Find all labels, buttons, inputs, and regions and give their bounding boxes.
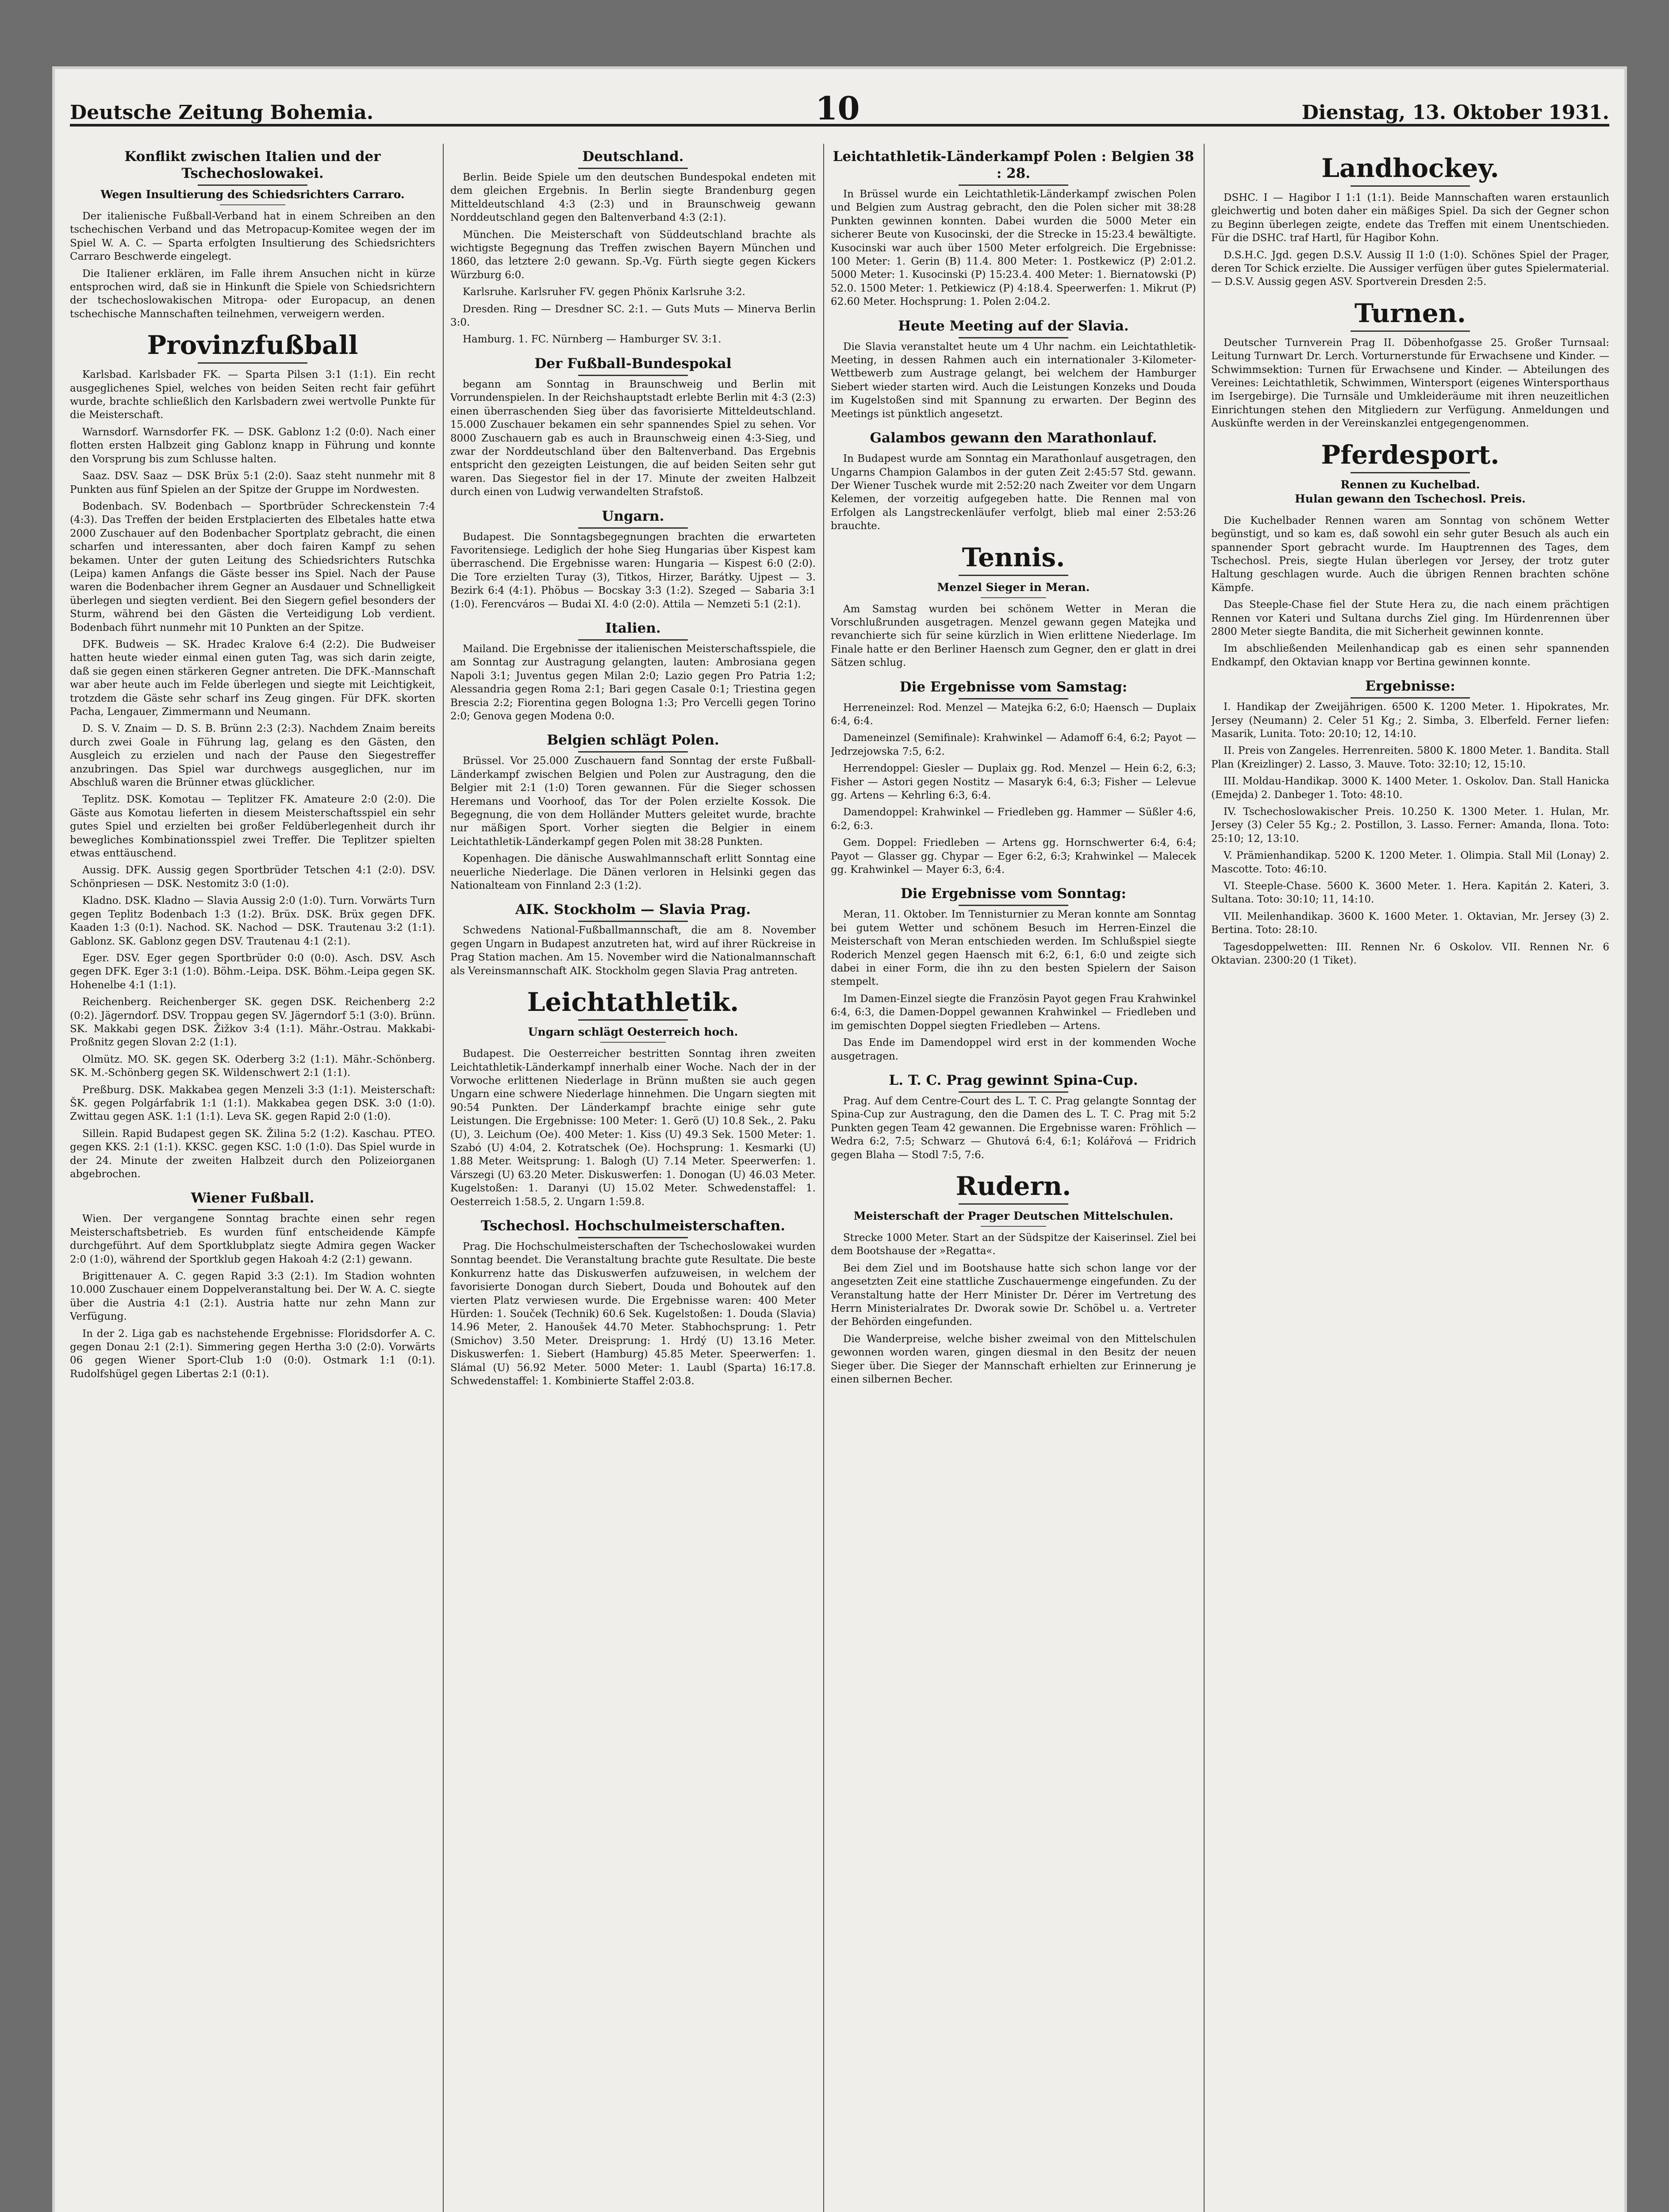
column-divider bbox=[1204, 144, 1205, 2212]
article-paragraph: DSHC. I — Hagibor I 1:1 (1:1). Beide Mannschaften waren erstaunlich gleichwertig und boten daher ein mäßiges Spiel. Da sich der Gegner schon zu Beginn überlegen zeigte, endete das Treffen mit einem Unentschieden. Für die DSHC. traf Hartl, für Hagibor Kohn. bbox=[1211, 192, 1609, 244]
article-paragraph: Die Italiener erklären, im Falle ihrem Ansuchen nicht in kürze entsprochen wird, daß sie in Hinkunft die Spiele von Schiedsrichtern der tschechoslowakischen Mitropa- oder Europacup, an denen tschechische Mannschaften teilnehmen, verweigern werden. bbox=[70, 268, 435, 320]
article-headline: Heute Meeting auf der Slavia. bbox=[831, 318, 1196, 338]
article-headline: Pferdesport. bbox=[1211, 440, 1609, 473]
article-headline: AIK. Stockholm — Slavia Prag. bbox=[450, 901, 816, 922]
article bbox=[450, 1217, 816, 1388]
article bbox=[450, 148, 816, 346]
article-paragraph: Budapest. Die Sonntagsbegegnungen brachten die erwarteten Favoritensiege. Lediglich der hohe Sieg Hungarias über Kispest kam überraschend. Die Ergebnisse waren: Hungaria — Kispest 6:0 (2:0). Die Tore erzielten Turay (3), Titkos, Hirzer, Barátky. Ujpest — 3. Bezirk 6:4 (4:1). Phöbus — Bocskay 3:3 (1:2). Szeged — Sabaria 3:1 (1:0). Ferencváros — Budai XI. 4:0 (2:0). Attila — Nemzeti 5:1 (2:1). bbox=[450, 531, 816, 610]
article bbox=[450, 355, 816, 499]
article bbox=[831, 1171, 1196, 1386]
article-headline: Die Ergebnisse vom Samstag: bbox=[831, 679, 1196, 699]
article-headline: Leichtathletik. bbox=[450, 987, 816, 1021]
article bbox=[831, 1072, 1196, 1162]
article-paragraph: Budapest. Die Oesterreicher bestritten Sonntag ihren zweiten Leichtathletik-Länderkampf innerhalb einer Woche. Nach der in der Vorwoche erlittenen Niederlage in Brünn mußten sie auch gegen Ungarn eine schwere Niederlage hinnehmen. Die Ungarn siegten mit 90:54 Punkten. Der Länderkampf brachte einige sehr gute Leistungen. Die Ergebnisse: 100 Meter: 1. Gerö (U) 10.8 Sek., 2. Paku (U), 3. Leichum (Oe). 400 Meter: 1. Kiss (U) 49.3 Sek. 1500 Meter: 1. Szabó (U) 4:04, 2. Kotratschek (Oe). Hochsprung: 1. Kesmarki (U) 1.88 Meter. Weitsprung: 1. Balogh (U) 7.14 Meter. Speerwerfen: 1. Várszegi (U) 63.20 Meter. Diskuswerfen: 1. Donogan (U) 46.03 Meter. Kugelstoßen: 1. Daranyi (U) 15.02 Meter. Schwedenstaffel: 1. Oesterreich 1:58.5, 2. Ungarn 1:59.8. bbox=[450, 1048, 816, 1208]
article-paragraph: Das Ende im Damendoppel wird erst in der kommenden Woche ausgetragen. bbox=[831, 1037, 1196, 1062]
columns-area bbox=[70, 144, 1609, 2212]
article-paragraph: Olmütz. MO. SK. gegen SK. Oderberg 3:2 (1:1). Mähr.-Schönberg. SK. M.-Schönberg gegen SK. Wildenschwert 2:1 (1:1). bbox=[70, 1053, 435, 1079]
article-headline: Italien. bbox=[450, 620, 816, 641]
article bbox=[450, 620, 816, 723]
article-paragraph: Warnsdorf. Warnsdorfer FK. — DSK. Gablonz 1:2 (0:0). Nach einer flotten ersten Halbzeit ging Gablonz knapp in Führung und konnte den Vorsprung bis zum Schlusse halten. bbox=[70, 426, 435, 465]
article-paragraph: Sillein. Rapid Budapest gegen SK. Žilina 5:2 (1:2). Kaschau. PTEO. gegen KKS. 2:1 (1:1). KKSC. gegen KSC. 1:0 (1:0). Das Spiel wurde in der 24. Minute der zweiten Halbzeit durch den Polizeiorganen abgebrochen. bbox=[70, 1128, 435, 1180]
article-headline: Die Ergebnisse vom Sonntag: bbox=[831, 885, 1196, 906]
article-paragraph: V. Prämienhandikap. 5200 K. 1200 Meter. 1. Olimpia. Stall Mil (Lonay) 2. Mascotte. Toto: 46:10. bbox=[1211, 850, 1609, 875]
article-paragraph: In Budapest wurde am Sonntag ein Marathonlauf ausgetragen, den Ungarns Champion Galambos in der guten Zeit 2:45:57 Std. gewann. Der Wiener Tuschek wurde mit 2:52:20 nach Zweiter vor dem Ungarn Kelemen, der vorzeitig aufgegeben hatte. Die Rennen mal von Erfolgen als Langstreckenläufer verfolgt, blieb mal einer 2:53:26 brauchte. bbox=[831, 453, 1196, 532]
article-headline: Ergebnisse: bbox=[1211, 678, 1609, 699]
article-paragraph: Prag. Auf dem Centre-Court des L. T. C. Prag gelangte Sonntag der Spina-Cup zur Austragung, den die Damen des L. T. C. Prag mit 5:2 Punkten gegen Team 42 gewannen. Die Ergebnisse waren: Fröhlich — Wedra 6:2, 7:5; Schwarz — Ghutová 6:4, 6:1; Kolářová — Fridrich gegen Blaha — Stodl 7:5, 7:6. bbox=[831, 1095, 1196, 1161]
article-subheadline: Menzel Sieger in Meran. bbox=[831, 580, 1196, 598]
article bbox=[831, 543, 1196, 670]
article-paragraph: Mailand. Die Ergebnisse der italienischen Meisterschaftsspiele, die am Sonntag zur Austragung gelangten, lauten: Ambrosiana gegen Napoli 3:1; Juventus gegen Milan 2:0; Lazio gegen Pro Patria 1:2; Alessandria gegen Roma 2:1; Bari gegen Casale 0:1; Triestina gegen Brescia 2:2; Fiorentina gegen Bologna 1:3; Pro Vercelli gegen Torino 2:0; Genova gegen Modena 0:0. bbox=[450, 643, 816, 722]
column-3 bbox=[831, 144, 1196, 2212]
article-headline: Tschechosl. Hochschulmeisterschaften. bbox=[450, 1217, 816, 1238]
article bbox=[831, 430, 1196, 533]
article-paragraph: Meran, 11. Oktober. Im Tennisturnier zu Meran konnte am Sonntag bei gutem Wetter und schönem Besuch im Herren-Einzel die Meisterschaft von Meran entschieden werden. Im Schlußspiel siegte Roderich Menzel gegen Haensch mit 6:2, 6:1, 6:0 und zeigte sich dabei in einer Form, die ihn zu den besten Spielern der Saison stempelt. bbox=[831, 909, 1196, 988]
page-header bbox=[70, 89, 1609, 127]
column-2 bbox=[450, 144, 816, 2212]
article-paragraph: Im Damen-Einzel siegte die Französin Payot gegen Frau Krahwinkel 6:4, 6:3, die Damen-Doppel gewannen Krahwinkel — Friedleben und im gemischten Doppel siegten Friedleben — Artens. bbox=[831, 993, 1196, 1032]
article-headline: Wiener Fußball. bbox=[70, 1190, 435, 1210]
article-subheadline: Wegen Insultierung des Schiedsrichters Carraro. bbox=[70, 188, 435, 205]
article-paragraph: Eger. DSV. Eger gegen Sportbrüder 0:0 (0:0). Asch. DSV. Asch gegen DFK. Eger 3:1 (1:0). Böhm.-Leipa. DSK. Böhm.-Leipa gegen SK. Hohenelbe 4:1 (1:1). bbox=[70, 952, 435, 991]
article-headline: Turnen. bbox=[1211, 299, 1609, 332]
article-headline: Tennis. bbox=[831, 543, 1196, 576]
article-headline: Deutschland. bbox=[450, 148, 816, 169]
article-paragraph: Bei dem Ziel und im Bootshause hatte sich schon lange vor der angesetzten Zeit eine stattliche Zuschauermenge eingefunden. Zu der Veranstaltung hatte der Herr Minister Dr. Dérer im Vertretung des Herrn Ministerialrates Dr. Dworak sowie Dr. Schöbel u. a. Vertreter der Behörden eingefunden. bbox=[831, 1262, 1196, 1328]
article-paragraph: München. Die Meisterschaft von Süddeutschland brachte als wichtigste Begegnung das Treffen zwischen Bayern München und 1860, das letztere 2:0 gewann. Sp.-Vg. Fürth siegte gegen Kickers Würzburg 6:0. bbox=[450, 229, 816, 281]
article-paragraph: Gem. Doppel: Friedleben — Artens gg. Hornschwerter 6:4, 6:4; Payot — Glasser gg. Chypar — Eger 6:2, 6:3; Krahwinkel — Malecek gg. Krahwinkel — Mayer 6:3, 6:4. bbox=[831, 837, 1196, 876]
article-paragraph: Aussig. DFK. Aussig gegen Sportbrüder Tetschen 4:1 (2:0). DSV. Schönpriesen — DSK. Nestomitz 3:0 (1:0). bbox=[70, 864, 435, 890]
page-number: 10 bbox=[815, 89, 860, 127]
article-paragraph: Am Samstag wurden bei schönem Wetter in Meran die Vorschlußrunden ausgetragen. Menzel gewann gegen Matejka und revanchierte sich für seine kürzlich in Wien erlittene Niederlage. Im Finale hatte er den Berliner Haensch zum Gegner, den er glatt in drei Sätzen schlug. bbox=[831, 603, 1196, 669]
article-paragraph: Die Slavia veranstaltet heute um 4 Uhr nachm. ein Leichtathletik-Meeting, in dessen Rahmen auch ein internationaler 3-Kilometer-Wettbewerb zum Austrage gelangt, bei welchem der Hamburger Siebert wieder starten wird. Auch die Leistungen Konzeks und Douda im Kugelstoßen sind mit Spannung zu erwarten. Der Beginn des Meetings ist pünktlich angesetzt. bbox=[831, 341, 1196, 420]
article-paragraph: Deutscher Turnverein Prag II. Döbenhofgasse 25. Großer Turnsaal: Leitung Turnwart Dr. Lerch. Vorturnerstunde für Erwachsene und Kinder. — Schwimmsektion: Turnen für Erwachsene und Kinder. — Abteilungen des Vereines: Leichtathletik, Schwimmen, Wintersport (eigenes Wintersporthaus im Isergebirge). Die Turnsäle und Umkleideräume mit ihren neuzeitlichen Einrichtungen stehen den Mitgliedern zur Verfügung. Anmeldungen und Auskünfte werden in der Vereinskanzlei entgegengenommen. bbox=[1211, 337, 1609, 430]
article-paragraph: III. Moldau-Handikap. 3000 K. 1400 Meter. 1. Oskolov. Dan. Stall Hanicka (Emejda) 2. Danbeger 1. Toto: 48:10. bbox=[1211, 776, 1609, 801]
article-subheadline: Meisterschaft der Prager Deutschen Mittelschulen. bbox=[831, 1209, 1196, 1227]
article-paragraph: Berlin. Beide Spiele um den deutschen Bundespokal endeten mit dem gleichen Ergebnis. In Berlin siegte Brandenburg gegen Mitteldeutschland 4:3 (2:3) und in Braunschweig gewann Norddeutschland gegen den Baltenverband 4:3 (2:1). bbox=[450, 172, 816, 224]
article-paragraph: II. Preis von Zangeles. Herrenreiten. 5800 K. 1800 Meter. 1. Bandita. Stall Plan (Kreizlinger) 2. Lasso, 3. Mauve. Toto: 32:10; 12, 15:10. bbox=[1211, 745, 1609, 770]
column-divider bbox=[823, 144, 824, 2212]
article bbox=[831, 885, 1196, 1063]
article-paragraph: Kladno. DSK. Kladno — Slavia Aussig 2:0 (1:0). Turn. Vorwärts Turn gegen Teplitz Bodenbach 1:3 (1:2). Brüx. DSK. Brüx gegen DFK. Kaaden 1:3 (0:1). Nachod. SK. Nachod — DSK. Trautenau 3:2 (1:1). Gablonz. SK. Gablonz gegen DSV. Trautenau 4:1 (2:1). bbox=[70, 895, 435, 947]
article-paragraph: Die Kuchelbader Rennen waren am Sonntag von schönem Wetter begünstigt, und so kam es, daß sowohl ein sehr guter Besuch als auch ein spannender Sport gebracht wurde. Im Hauptrennen des Tages, dem Tschechosl. Preis, siegte Hulan überlegen vor Jersey, der trotz guter Haltung geschlagen wurde. Auch die übrigen Rennen brachten schöne Kämpfe. bbox=[1211, 515, 1609, 594]
article-paragraph: D. S. V. Znaim — D. S. B. Brünn 2:3 (2:3). Nachdem Znaim bereits durch zwei Goale in Führung lag, gelang es den Gästen, den Ausgleich zu erzielen und nach der Pause den Siegestreffer anzubringen. Das Spiel war durchwegs ausgeglichen, nur im Abschluß waren die Brünner etwas glücklicher. bbox=[70, 723, 435, 789]
article-subheadline: Rennen zu Kuchelbad. Hulan gewann den Tschechosl. Preis. bbox=[1211, 478, 1609, 510]
article-paragraph: Hamburg. 1. FC. Nürnberg — Hamburger SV. 3:1. bbox=[463, 334, 721, 346]
article-paragraph: Strecke 1000 Meter. Start an der Südspitze der Kaiserinsel. Ziel bei dem Bootshause der »Regatta«. bbox=[831, 1232, 1196, 1257]
article bbox=[1211, 154, 1609, 289]
article-paragraph: Herreneinzel: Rod. Menzel — Matejka 6:2, 6:0; Haensch — Duplaix 6:4, 6:4. bbox=[831, 702, 1196, 727]
article-paragraph: Dresden. Ring — Dresdner SC. 2:1. — Guts Muts — Minerva Berlin 3:0. bbox=[450, 303, 816, 329]
article-paragraph: Teplitz. DSK. Komotau — Teplitzer FK. Amateure 2:0 (2:0). Die Gäste aus Komotau lieferten in diesem Meisterschaftsspiel ein sehr gutes Spiel und erzielten bei großer Feldüberlegenheit durch ihr bewegliches Kombinationsspiel zwei Treffer. Die Teplitzer spielten etwas enttäuschend. bbox=[70, 794, 435, 860]
article-paragraph: In der 2. Liga gab es nachstehende Ergebnisse: Floridsdorfer A. C. gegen Donau 2:1 (2:1). Simmering gegen Hertha 3:0 (2:0). Vorwärts 06 gegen Wiener Sport-Club 1:0 (0:0). Ostmark 1:1 (0:1). Rudolfshügel gegen Libertas 2:1 (0:1). bbox=[70, 1328, 435, 1380]
article-paragraph: Wien. Der vergangene Sonntag brachte einen sehr regen Meisterschaftsbetrieb. Es wurden fünf entscheidende Kämpfe durchgeführt. Auf dem Sportklubplatz siegte Admira gegen Wacker 2:0 (1:0), während der Sportklub gegen Hakoah 4:2 (2:1) gewann. bbox=[70, 1213, 435, 1265]
issue-date: Dienstag, 13. Oktober 1931. bbox=[1301, 101, 1609, 124]
article-paragraph: VII. Meilenhandikap. 3600 K. 1600 Meter. 1. Oktavian, Mr. Jersey (3) 2. Bertina. Toto: 28:10. bbox=[1211, 910, 1609, 936]
article-headline: Konflikt zwischen Italien und der Tschechoslowakei. bbox=[70, 148, 435, 186]
article-headline: L. T. C. Prag gewinnt Spina-Cup. bbox=[831, 1072, 1196, 1093]
article-paragraph: Saaz. DSV. Saaz — DSK Brüx 5:1 (2:0). Saaz steht nunmehr mit 8 Punkten aus fünf Spielen an der Spitze der Gruppe im Nordwesten. bbox=[70, 470, 435, 495]
article-paragraph: Der italienische Fußball-Verband hat in einem Schreiben an den tschechischen Verband und das Metropacup-Komitee wegen der im Spiel W. A. C. — Sparta erfolgten Insultierung des Schiedsrichters Carraro Beschwerde eingelegt. bbox=[70, 211, 435, 263]
article-subheadline: Ungarn schlägt Oesterreich hoch. bbox=[450, 1025, 816, 1043]
article-paragraph: Dameneinzel (Semifinale): Krahwinkel — Adamoff 6:4, 6:2; Payot — Jedrzejowska 7:5, 6:2. bbox=[831, 732, 1196, 757]
article bbox=[70, 330, 435, 1181]
article-paragraph: begann am Sonntag in Braunschweig und Berlin mit Vorrundenspielen. In der Reichshauptstadt erlebte Berlin mit 4:3 (2:3) einen überraschenden Sieg über das favorisierte Mitteldeutschland. 15.000 Zuschauer bekamen ein sehr spannendes Spiel zu sehen. Vor 8000 Zuschauern gab es auch in Braunschweig einen 4:3-Sieg, und zwar der Norddeutschland über den Baltenverband. Das Ergebnis entspricht den gezeigten Leistungen, die auf beiden Seiten sehr gut waren. Das Siegestor fiel in der 17. Minute der zweiten Halbzeit durch einen von Ludwig verwandelten Strafstoß. bbox=[450, 378, 816, 498]
article-paragraph: D.S.H.C. Jgd. gegen D.S.V. Aussig II 1:0 (1:0). Schönes Spiel der Prager, deren Tor Schick erzielte. Die Aussiger verfügen über gutes Spielermaterial. — D.S.V. Aussig gegen ASV. Sportverein Dresden 2:5. bbox=[1211, 249, 1609, 288]
article-headline: Belgien schlägt Polen. bbox=[450, 732, 816, 753]
article-paragraph: Reichenberg. Reichenberger SK. gegen DSK. Reichenberg 2:2 (0:2). Jägerndorf. DSV. Troppau gegen SV. Jägerndorf 5:1 (3:0). Brünn. SK. Makkabi gegen DSK. Žižkov 3:4 (1:1). Mähr.-Ostrau. Makkabi-Proßnitz gegen Slovan 2:2 (1:1). bbox=[70, 996, 435, 1048]
article bbox=[450, 732, 816, 892]
article bbox=[1211, 440, 1609, 669]
article bbox=[1211, 299, 1609, 430]
article bbox=[831, 679, 1196, 877]
article-paragraph: I. Handikap der Zweijährigen. 6500 K. 1200 Meter. 1. Hipokrates, Mr. Jersey (Neumann) 2. Celer 51 Kg.; 2. Simba, 3. Elberfeld. Ferner liefen: Masarik, Lunita. Toto: 20:10; 12, 14:10. bbox=[1211, 701, 1609, 740]
article-paragraph: Tagesdoppelwetten: III. Rennen Nr. 6 Oskolov. VII. Rennen Nr. 6 Oktavian. 2300:20 (1 Tiket). bbox=[1211, 941, 1609, 967]
article bbox=[831, 148, 1196, 309]
article bbox=[1211, 678, 1609, 967]
article-paragraph: In Brüssel wurde ein Leichtathletik-Länderkampf zwischen Polen und Belgien zum Austrag gebracht, den die Polen sicher mit 38:28 Punkten gewinnen konnten. Dabei wurden die 5000 Meter ein sicherer Beute von Kusocinski, der die Strecke in 15:23.4 bewältigte. Kusocinski war auch über 1500 Meter erfolgreich. Die Ergebnisse: 100 Meter: 1. Gerin (B) 11.4. 800 Meter: 1. Postkewicz (P) 2:01.2. 5000 Meter: 1. Kusocinski (P) 15:23.4. 400 Meter: 1. Biernatowski (P) 52.0. 1500 Meter: 1. Petkiewicz (P) 4:18.4. Speerwerfen: 1. Mikrut (P) 62.60 Meter. Hochsprung: 1. Polen 2:04.2. bbox=[831, 188, 1196, 308]
article-paragraph: Prag. Die Hochschulmeisterschaften der Tschechoslowakei wurden Sonntag beendet. Die Veranstaltung brachte gute Resultate. Die beste Konkurrenz hatte das Diskuswerfen aufzuweisen, in welchem der favorisierte Donogan durch Siebert, Douda und Bohoutek auf den vierten Platz verwiesen wurde. Die Ergebnisse waren: 400 Meter Hürden: 1. Souček (Technik) 60.6 Sek. Kugelstoßen: 1. Douda (Slavia) 14.96 Meter, 2. Hanoušek 44.70 Meter. Stabhochsprung: 1. Petr (Smichov) 3.50 Meter. Dreisprung: 1. Hrdý (U) 13.16 Meter. Diskuswerfen: 1. Siebert (Hamburg) 45.85 Meter. Speerwerfen: 1. Slámal (U) 56.92 Meter. 5000 Meter: 1. Laubl (Sparta) 16:17.8. Schwedenstaffel: 1. Kombinierte Staffel 2:03.8. bbox=[450, 1240, 816, 1387]
article-headline: Leichtathletik-Länderkampf Polen : Belgien 38 : 28. bbox=[831, 148, 1196, 186]
article-paragraph: Kopenhagen. Die dänische Auswahlmannschaft erlitt Sonntag eine neuerliche Niederlage. Die Dänen verloren in Helsinki gegen das Nationalteam von Finnland 2:3 (1:2). bbox=[450, 853, 816, 892]
article-paragraph: IV. Tschechoslowakischer Preis. 10.250 K. 1300 Meter. 1. Hulan, Mr. Jersey (3) Celer 55 Kg.; 2. Postillon, 3. Lasso. Ferner: Amanda, Ilona. Toto: 25:10; 12, 13:10. bbox=[1211, 806, 1609, 845]
article-paragraph: Schwedens National-Fußballmannschaft, die am 8. November gegen Ungarn in Budapest anzutreten hat, wird auf ihrer Rückreise in Prag Station machen. Am 15. November wird die Nationalmannschaft als Vereinsmannschaft AIK. Stockholm gegen Slavia Prag antreten. bbox=[450, 925, 816, 977]
column-1 bbox=[70, 144, 435, 2212]
article-headline: Galambos gewann den Marathonlauf. bbox=[831, 430, 1196, 450]
article-headline: Rudern. bbox=[831, 1171, 1196, 1205]
article-paragraph: Karlsbad. Karlsbader FK. — Sparta Pilsen 3:1 (1:1). Ein recht ausgeglichenes Spiel, welches von beiden Seiten recht fair geführt wurde, brachte schließlich den Karlsbadern zwei wertvolle Punkte für die Meisterschaft. bbox=[70, 369, 435, 421]
article-headline: Provinzfußball bbox=[70, 330, 435, 364]
article bbox=[450, 987, 816, 1209]
article-paragraph: Karlsruhe. Karlsruher FV. gegen Phönix Karlsruhe 3:2. bbox=[463, 286, 745, 298]
article-paragraph: Damendoppel: Krahwinkel — Friedleben gg. Hammer — Süßler 4:6, 6:2, 6:3. bbox=[831, 806, 1196, 832]
newspaper-page bbox=[52, 66, 1627, 2212]
article bbox=[831, 318, 1196, 421]
article bbox=[450, 508, 816, 611]
article-paragraph: Im abschließenden Meilenhandicap gab es einen sehr spannenden Endkampf, den Oktavian knapp vor Bertina gewinnen konnte. bbox=[1211, 643, 1609, 668]
article-paragraph: Preßburg. DSK. Makkabea gegen Menzeli 3:3 (1:1). Meisterschaft: ŠK. gegen Polgárfabrik 1:1 (1:1). Makkabea gegen DSK. 3:0 (1:0). Zwittau gegen ASK. 1:1 (1:1). Leva SK. gegen Rapid 2:0 (1:0). bbox=[70, 1084, 435, 1123]
article bbox=[70, 1190, 435, 1381]
article-paragraph: Die Wanderpreise, welche bisher zweimal von den Mittelschulen gewonnen worden waren, gingen diesmal in den Besitz der neuen Sieger über. Die Sieger der Mannschaft erhielten zur Erinnerung je einen silbernen Becher. bbox=[831, 1333, 1196, 1385]
article-paragraph: Bodenbach. SV. Bodenbach — Sportbrüder Schreckenstein 7:4 (4:3). Das Treffen der beiden Erstplacierten des Elbetales hatte etwa 2000 Zuschauer auf den Bodenbacher Sportplatz gebracht, die einen scharfen und interessanten, aber doch fairen Kampf zu sehen bekamen. Unter der guten Leitung des Schiedsrichters Rutschka (Leipa) kamen Anfangs die Gäste besser ins Spiel. Nach der Pause waren die Bodenbacher ihrem Gegner an Ausdauer und Schnelligkeit überlegen und siegten verdient. Bei den Siegern gefiel besonders der Sturm, während bei den Gästen die Verteidigung Lob verdient. Bodenbach führt nunmehr mit 10 Punkten an der Spitze. bbox=[70, 500, 435, 634]
article-paragraph: Herrendoppel: Giesler — Duplaix gg. Rod. Menzel — Hein 6:2, 6:3; Fisher — Astori gegen Nostitz — Masaryk 6:4, 6:3; Fisher — Lelevue gg. Artens — Kehrling 6:3, 6:4. bbox=[831, 763, 1196, 801]
article-paragraph: Brüssel. Vor 25.000 Zuschauern fand Sonntag der erste Fußball-Länderkampf zwischen Belgien und Polen zur Austragung, den die Belgier mit 2:1 (1:0) Toren gewannen. Für die Sieger schossen Heremans und Voorhoof, das Tor der Polen erzielte Kossok. Die Begegnung, die von dem Holländer Mutters geleitet wurde, brachte nur mäßigen Sport. Vorher siegten die Belgier in einem Leichtathletik-Länderkampf gegen Polen mit 38:28 Punkten. bbox=[450, 755, 816, 848]
article-paragraph: Brigittenauer A. C. gegen Rapid 3:3 (2:1). Im Stadion wohnten 10.000 Zuschauer einem Doppelveranstaltung bei. Der W. A. C. siegte über die Austria 4:1 (2:1). Austria hatte nur zehn Mann zur Verfügung. bbox=[70, 1271, 435, 1323]
article-headline: Ungarn. bbox=[450, 508, 816, 529]
article-paragraph: VI. Steeple-Chase. 5600 K. 3600 Meter. 1. Hera. Kapitán 2. Kateri, 3. Sultana. Toto: 30:10; 11, 14:10. bbox=[1211, 880, 1609, 906]
article-paragraph: DFK. Budweis — SK. Hradec Kralove 6:4 (2:2). Die Budweiser hatten heute wieder einmal einen guten Tag, was sich darin zeigte, daß sie gegen einen stärkeren Gegner antreten. Die DFK.-Mannschaft war aber heute auch im Felde überlegen und siegte mit Leichtigkeit, trotzdem die Gäste sehr scharf ins Zeug gingen. Für DFK. skorten Pacha, Lengauer, Zimmermann und Neumann. bbox=[70, 638, 435, 718]
column-divider bbox=[443, 144, 444, 2212]
column-4 bbox=[1211, 144, 1609, 2212]
article-headline: Der Fußball-Bundespokal bbox=[450, 355, 816, 376]
publication-name: Deutsche Zeitung Bohemia. bbox=[70, 101, 374, 124]
article bbox=[70, 148, 435, 321]
article-headline: Landhockey. bbox=[1211, 154, 1609, 187]
article-paragraph: Das Steeple-Chase fiel der Stute Hera zu, die nach einem prächtigen Rennen vor Kateri und Sultana durchs Ziel ging. Im Hürdenrennen über 2800 Meter siegte Bandita, die mit Sicherheit gewinnen konnte. bbox=[1211, 599, 1609, 637]
article bbox=[450, 901, 816, 978]
